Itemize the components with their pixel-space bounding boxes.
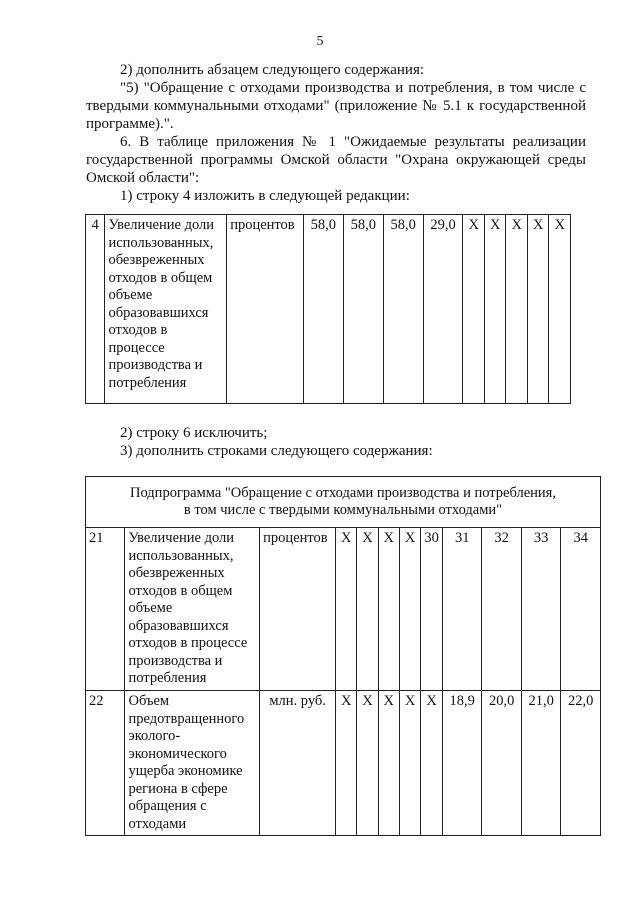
value-cell: X — [549, 215, 571, 404]
table-new-rows — [85, 476, 601, 836]
value-cell: 22,0 — [561, 691, 601, 836]
value-cell: 30 — [421, 528, 443, 691]
paragraph-row-6-instruction: 2) строку 6 исключить; — [120, 425, 268, 441]
row-number: 21 — [86, 528, 125, 691]
table-row — [86, 215, 571, 404]
table-row — [86, 691, 601, 836]
unit-cell: процентов — [227, 215, 304, 404]
unit-cell: млн. руб. — [260, 691, 336, 836]
paragraph-item-2: 2) дополнить абзацем следующего содержания: — [120, 62, 425, 78]
indicator-name: Увеличение доли использованных, обезвреженных отходов в общем объеме образовавшихся отходов в процессе производства и потребления — [105, 215, 227, 404]
value-cell: 20,0 — [482, 691, 521, 836]
value-cell: 33 — [521, 528, 560, 691]
value-cell: 21,0 — [521, 691, 560, 836]
value-cell: X — [527, 215, 548, 404]
value-cell: X — [506, 215, 527, 404]
value-cell: X — [399, 691, 420, 836]
subprogram-header: Подпрограмма "Обращение с отходами производства и потребления, в том числе с твердыми коммунальными отходами" — [86, 477, 601, 528]
value-cell: X — [357, 691, 378, 836]
value-cell: 32 — [482, 528, 521, 691]
row-number: 22 — [86, 691, 125, 836]
value-cell: X — [463, 215, 484, 404]
indicator-name: Увеличение доли использованных, обезвреженных отходов в общем объеме образовавшихся отходов в процессе производства и потребления — [125, 528, 260, 691]
value-cell: X — [357, 528, 378, 691]
value-cell: X — [336, 691, 357, 836]
paragraph-row-4-instruction: 1) строку 4 изложить в следующей редакции: — [120, 188, 410, 204]
value-cell: X — [399, 528, 420, 691]
value-cell: X — [484, 215, 505, 404]
unit-cell: процентов — [260, 528, 336, 691]
value-cell: 58,0 — [303, 215, 343, 404]
value-cell: 18,9 — [442, 691, 481, 836]
value-cell: 58,0 — [343, 215, 383, 404]
value-cell: X — [336, 528, 357, 691]
value-cell: X — [378, 691, 399, 836]
subprogram-header-row — [86, 477, 601, 528]
value-cell: 58,0 — [383, 215, 423, 404]
indicator-name: Объем предотвращенного эколого-экономического ущерба экономике региона в сфере обращения с отходами — [125, 691, 260, 836]
paragraph-add-rows-instruction: 3) дополнить строками следующего содержания: — [120, 443, 433, 459]
value-cell: 29,0 — [423, 215, 463, 404]
value-cell: X — [421, 691, 443, 836]
page-number: 5 — [316, 34, 324, 49]
value-cell: X — [378, 528, 399, 691]
paragraph-item-6: 6. В таблице приложения № 1 "Ожидаемые результаты реализации государственной программы Омской области "Охрана окружающей среды Омской области": — [86, 134, 586, 186]
table-row-4-replacement — [85, 214, 571, 404]
value-cell: 31 — [442, 528, 481, 691]
paragraph-insert-text: "5) "Обращение с отходами производства и потребления, в том числе с твердыми коммунальными отходами" (приложение № 5.1 к государственной программе).". — [86, 80, 586, 132]
table-row — [86, 528, 601, 691]
row-number: 4 — [86, 215, 105, 404]
value-cell: 34 — [561, 528, 601, 691]
